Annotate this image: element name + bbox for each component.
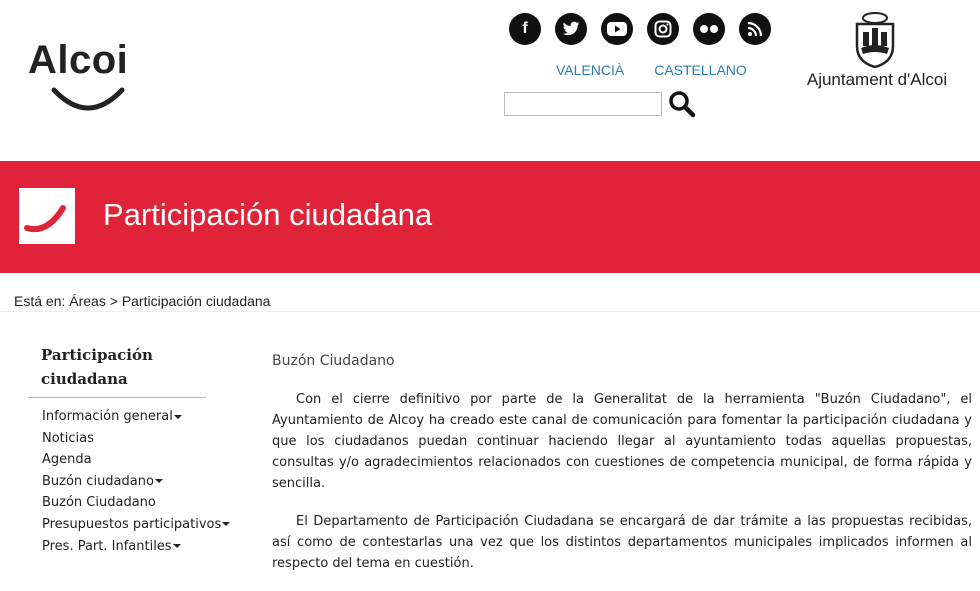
content-paragraph: El Departamento de Participación Ciudadana se encargará de dar trámite a las propuestas recibidas, así como de contestarlas una vez que los distintos departamentos municipales implicados informen al respecto del tema en cuestión. (272, 514, 972, 571)
search-button[interactable] (667, 89, 697, 119)
twitter-icon[interactable] (555, 13, 587, 45)
sidebar-item-label: Buzón Ciudadano (42, 495, 156, 511)
sidebar-item-agenda[interactable] (28, 449, 206, 471)
ajuntament-text: Ajuntament d'Alcoi (806, 70, 948, 89)
content-title: Buzón Ciudadano (272, 353, 395, 369)
sidebar-item-presupuestos[interactable] (28, 514, 222, 536)
sidebar (28, 343, 222, 557)
page-title: Participación ciudadana (103, 197, 433, 232)
sidebar-title: Participación ciudadana (28, 343, 206, 398)
sidebar-item-label: Noticias (42, 430, 94, 446)
main-content (272, 353, 972, 591)
search-icon (667, 89, 697, 119)
flickr-icon[interactable] (693, 13, 725, 45)
sidebar-item-informacion-general[interactable] (28, 406, 206, 428)
smile-icon (48, 86, 128, 116)
sidebar-item-label: Pres. Part. Infantiles (42, 538, 172, 554)
ajuntament-logo[interactable] (802, 12, 952, 102)
lang-valencia-link[interactable]: VALENCIÀ (556, 62, 625, 78)
breadcrumb-separator: > (109, 293, 118, 309)
site-header (0, 0, 980, 161)
sidebar-item-label: Presupuestos participativos (42, 516, 222, 532)
sidebar-item-buzon-ciudadano[interactable] (28, 471, 206, 493)
sidebar-item-label: Buzón ciudadano (42, 473, 154, 489)
logo-text: Alcoi (28, 38, 129, 82)
alcoi-logo[interactable] (28, 38, 148, 118)
caret-down-icon (174, 415, 182, 419)
breadcrumb-item-current[interactable]: Participación ciudadana (121, 293, 271, 309)
language-switcher (556, 62, 747, 78)
instagram-icon[interactable] (647, 13, 679, 45)
breadcrumb (14, 293, 270, 309)
caret-down-icon (222, 522, 230, 526)
sidebar-item-noticias[interactable] (28, 428, 206, 450)
facebook-icon[interactable]: f (509, 13, 541, 45)
breadcrumb-prefix: Está en: (14, 293, 66, 309)
coat-of-arms-icon (853, 12, 897, 68)
breadcrumb-item-areas[interactable]: Áreas (69, 293, 106, 309)
sidebar-item-label: Agenda (42, 452, 92, 468)
content-paragraph: Con el cierre definitivo por parte de la Generalitat de la herramienta "Buzón Ciudadano", el Ayuntamiento de Alcoy ha creado este canal de comunicación para fomentar la participación ciudadana y que los ciudadanos puedan continuar haciendo llegar al ayuntamiento todas aquellas propuestas, consultas y/o agradecimientos relacionados con cuestiones de competencia municipal, de forma rápida y sencilla. (272, 392, 972, 491)
sidebar-item-pres-infantiles[interactable] (28, 536, 206, 558)
section-banner (0, 161, 980, 273)
sidebar-menu (28, 406, 222, 557)
sidebar-item-buzon-ciudadano-page[interactable] (28, 492, 206, 514)
participation-logo-icon (19, 188, 75, 244)
lang-castellano-link[interactable]: CASTELLANO (654, 62, 747, 78)
caret-down-icon (155, 479, 163, 483)
divider (0, 311, 980, 312)
sidebar-item-label: Información general (42, 409, 173, 424)
social-links (509, 13, 771, 45)
search-input[interactable] (504, 92, 662, 116)
caret-down-icon (173, 544, 181, 548)
youtube-icon[interactable] (601, 13, 633, 45)
rss-icon[interactable] (739, 13, 771, 45)
